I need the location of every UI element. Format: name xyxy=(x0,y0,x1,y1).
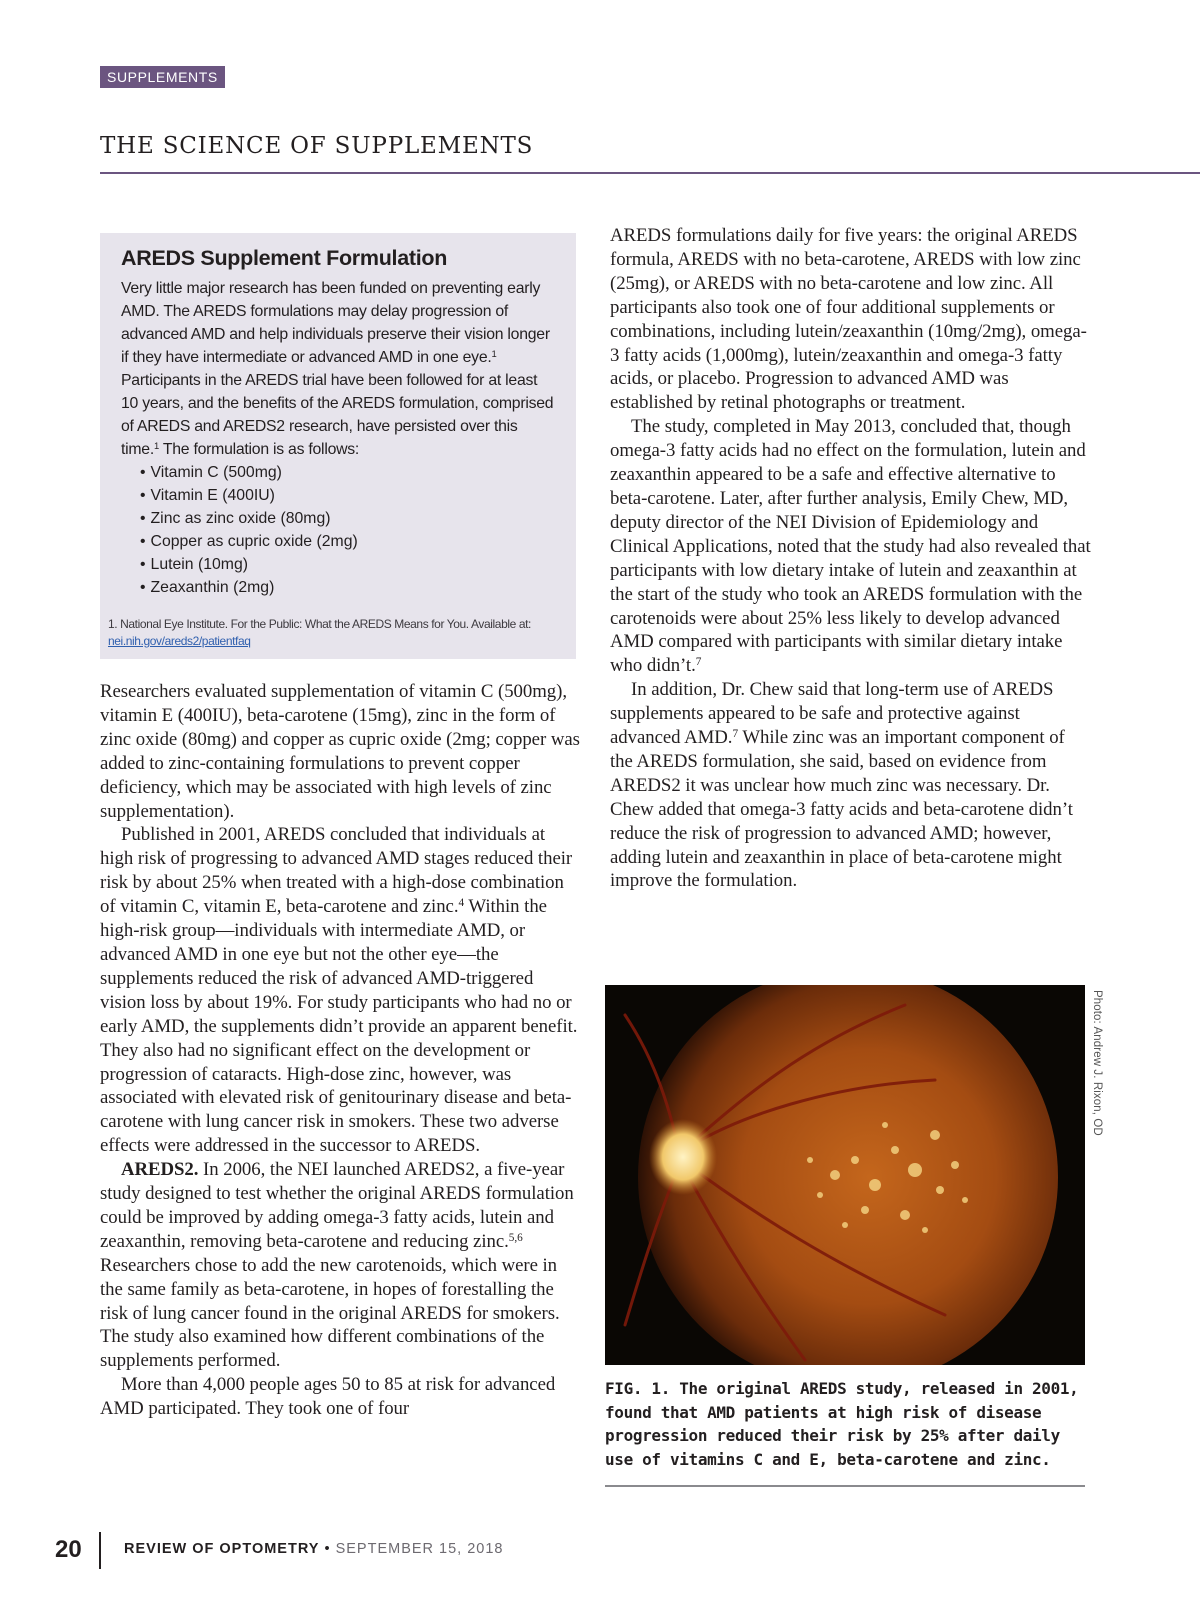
sidebar-intro-text-3: The formulation is as follows: xyxy=(159,441,360,458)
title-rule xyxy=(100,172,1200,174)
list-item: • Zeaxanthin (2mg) xyxy=(140,576,556,599)
left-column xyxy=(100,680,580,1421)
paragraph-text: In 2006, the NEI launched AREDS2, a five-year study designed to test whether the original AREDS formulation could be improved by adding omega-3 fatty acids, lutein and zeaxanthin, removing beta-carotene and reducing zinc. xyxy=(100,1159,574,1252)
figure-caption: FIG. 1. The original AREDS study, released in 2001, found that AMD patients at high risk of disease progression reduced their risk by 25% after daily use of vitamins C and E, beta-carotene and zinc. xyxy=(605,1379,1079,1469)
list-item: • Vitamin C (500mg) xyxy=(140,461,556,484)
footnote-ref: 5,6 xyxy=(508,1231,523,1244)
paragraph: AREDS formulations daily for five years: the original AREDS formula, AREDS with no beta-carotene, AREDS with low zinc (25mg), or AREDS with no beta-carotene and low zinc. All participants also took one of four additional supplements or combinations, including lutein/zeaxanthin (10mg/2mg), omega-3 fatty acids (1,000mg), lutein/zeaxanthin and omega-3 fatty acids, or placebo. Progression to advanced AMD was established by retinal photographs or treatment. xyxy=(610,225,1087,414)
fundus-photo xyxy=(605,985,1085,1365)
reference-link[interactable]: nei.nih.gov/areds2/patientfaq xyxy=(108,634,251,648)
paragraph-text: Researchers chose to add the new carotenoids, which were in the same family as beta-carotene, in hopes of forestalling the risk of lung cancer found in the original AREDS for smokers. The study also examined how different combinations of the supplements performed. xyxy=(100,1254,560,1372)
retina-image xyxy=(605,985,1085,1365)
issue-date: SEPTEMBER 15, 2018 xyxy=(335,1541,504,1557)
paragraph-text: Published in 2001, AREDS concluded that individuals at high risk of progressing to advanced AMD stages reduced their risk by about 25% when treated with a high-dose combination of vitamin C, vitamin E, beta-carotene and zinc. xyxy=(100,824,573,918)
formulation-list xyxy=(121,461,556,599)
caption-rule xyxy=(605,1485,1085,1487)
paragraph-text: The study, completed in May 2013, concluded that, though omega-3 fatty acids had no effect on the formulation, lutein and zeaxanthin appeared to be a safe and effective alternative to beta-carotene. Later, after further analysis, Emily Chew, MD, deputy director of the NEI Division of Epidemiology and Clinical Applications, noted that the study had also revealed that participants with low dietary intake of lutein and zeaxanthin at the start of the study who took an AREDS formulation with the carotenoids were about 25% less likely to develop advanced AMD compared with participants with similar dietary intake who didn’t. xyxy=(610,416,1091,677)
sidebar-title: AREDS Supplement Formulation xyxy=(121,246,448,270)
paragraph-text: Within the high-risk group—individuals with intermediate AMD, or advanced AMD in one eye but not the other eye—the supplements reduced the risk of advanced AMD-triggered vision loss by about 19%. For study participants who had no or early AMD, the supplements didn’t provide an apparent benefit. They also had no significant effect on the development or progression of cataracts. High-dose zinc, however, was associated with elevated risk of genitourinary disease and beta-carotene with lung cancer risk in smokers. These two adverse effects were addressed in the successor to AREDS. xyxy=(100,896,578,1157)
footnote-ref: 4 xyxy=(458,896,465,909)
sidebar-intro-ref-2: 1 xyxy=(153,440,160,452)
sidebar-intro xyxy=(121,277,556,461)
paragraph-text: While zinc was an important component of the AREDS formulation, she said, based on evidence from AREDS2 it was unclear how much zinc was necessary. Dr. Chew added that omega-3 fatty acids and beta-carotene didn’t reduce the risk of progression to advanced AMD; however, adding lutein and zeaxanthin in place of beta-carotene might improve the formulation. xyxy=(610,727,1073,892)
paragraph: Researchers evaluated supplementation of vitamin C (500mg), vitamin E (400IU), beta-carotene (15mg), zinc in the form of zinc oxide (80mg) and copper as cupric oxide (2mg; copper was added to zinc-containing formulations to prevent copper deficiency, which may be associated with high levels of zinc supplementation). xyxy=(100,681,580,822)
run-in-heading: AREDS2. xyxy=(121,1159,199,1181)
right-column xyxy=(610,224,1092,893)
list-item: • Lutein (10mg) xyxy=(140,553,556,576)
sidebar-intro-text-2: Participants in the AREDS trial have been followed for at least 10 years, and the benefits of the AREDS formulation, comprised of AREDS and AREDS2 research, have persisted over this time. xyxy=(121,372,554,458)
paragraph xyxy=(610,678,1092,893)
page-title: THE SCIENCE OF SUPPLEMENTS xyxy=(100,133,534,159)
footnote-ref: 7 xyxy=(732,727,739,740)
footnote-ref: 7 xyxy=(695,656,702,669)
list-item: • Zinc as zinc oxide (80mg) xyxy=(140,507,556,530)
page-number: 20 xyxy=(55,1536,82,1563)
footer xyxy=(124,1541,504,1557)
paragraph xyxy=(610,415,1092,678)
paragraph: More than 4,000 people ages 50 to 85 at risk for advanced AMD participated. They took one of four xyxy=(100,1374,556,1420)
sidebar-box xyxy=(100,233,576,659)
photo-credit: Photo: Andrew J. Rixon, OD xyxy=(1091,990,1103,1136)
list-item: • Copper as cupric oxide (2mg) xyxy=(140,530,556,553)
paragraph xyxy=(100,1158,580,1373)
list-item: • Vitamin E (400IU) xyxy=(140,484,556,507)
reference-text: 1. National Eye Institute. For the Public: What the AREDS Means for You. Available at: xyxy=(108,617,531,631)
sidebar-intro-ref-1: 1 xyxy=(491,348,497,360)
section-tag: SUPPLEMENTS xyxy=(100,66,225,88)
footer-separator: • xyxy=(319,1541,336,1557)
paragraph xyxy=(100,823,580,1158)
paragraph-text: In addition, Dr. Chew said that long-term use of AREDS supplements appeared to be safe and protective against advanced AMD. xyxy=(610,679,1054,749)
sidebar-reference xyxy=(108,616,568,650)
folio-divider xyxy=(99,1532,101,1569)
sidebar-intro-text-1: Very little major research has been funded on preventing early AMD. The AREDS formulations may delay progression of advanced AMD and help individuals preserve their vision longer if they have intermediate or advanced AMD in one eye. xyxy=(121,280,550,366)
publication-name: REVIEW OF OPTOMETRY xyxy=(124,1541,320,1557)
